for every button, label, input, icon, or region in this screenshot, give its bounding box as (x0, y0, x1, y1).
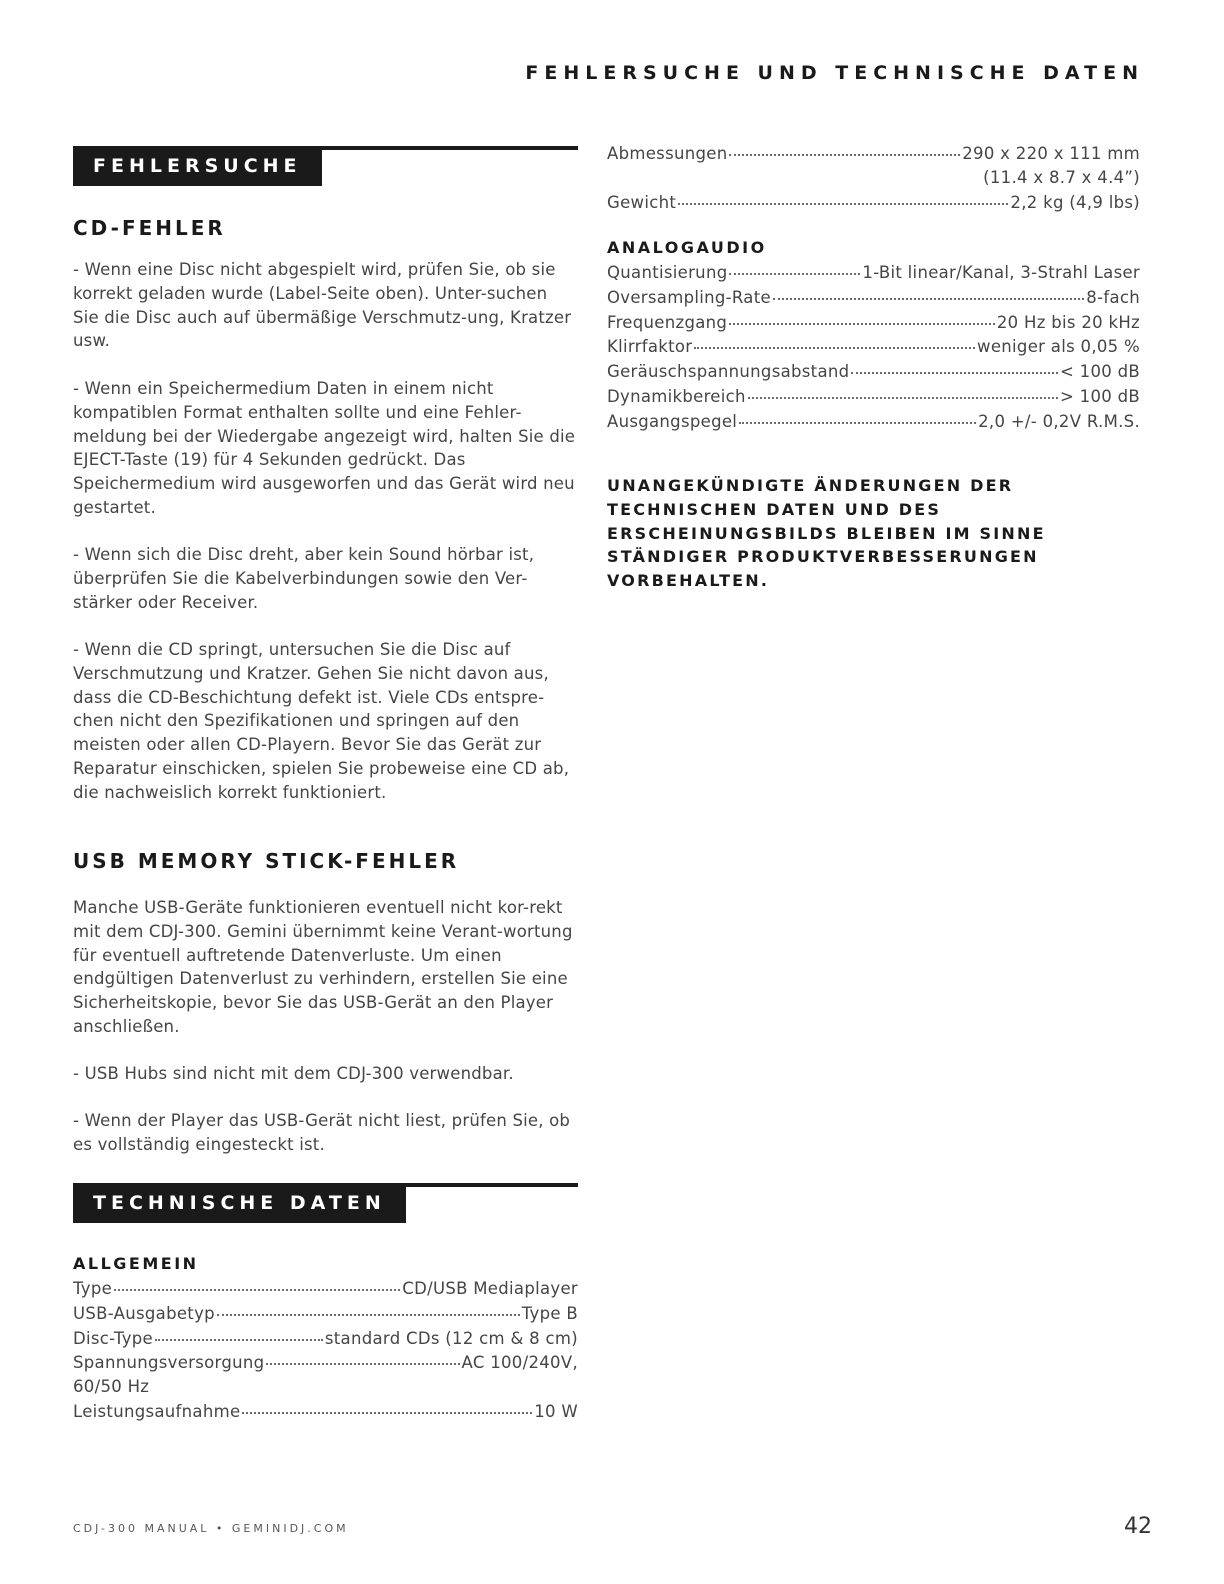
cd-error-paragraph: - Wenn sich die Disc dreht, aber kein Sound hörbar ist, überprüfen Sie die Kabelverbindungen sowie den Ver-stärker oder Receiver. (73, 545, 535, 612)
spec-value: 8-fach (1086, 287, 1140, 307)
spec-value: CD/USB Mediaplayer (402, 1279, 578, 1298)
spec-row (607, 409, 1140, 434)
spec-row (607, 141, 1140, 166)
spec-label: USB-Ausgabetyp (73, 1303, 215, 1323)
leader-dots (217, 1298, 520, 1316)
spec-continuation: (11.4 x 8.7 x 4.4”) (983, 167, 1140, 187)
analog-spec-list (607, 260, 1140, 434)
page-header-title: FEHLERSUCHE UND TECHNISCHE DATEN (525, 62, 1144, 84)
spec-value: weniger als 0,05 % (977, 337, 1140, 357)
leader-dots (729, 307, 995, 325)
analog-heading: ANALOGAUDIO (607, 238, 767, 257)
spec-value: 2,2 kg (4,9 lbs) (1010, 192, 1140, 212)
spec-value: 2,0 +/- 0,2V R.M.S. (978, 411, 1140, 431)
spec-label: Abmessungen (607, 144, 728, 163)
leader-dots (155, 1323, 323, 1341)
spec-label: Leistungsaufnahme (73, 1401, 241, 1421)
spec-row (73, 1301, 578, 1326)
leader-dots (729, 138, 960, 156)
spec-label: Gewicht (607, 192, 677, 212)
leader-dots (266, 1347, 459, 1365)
specifications-change-notice: UNANGEKÜNDIGTE ÄNDERUNGEN DER TECHNISCHEN DATEN UND DES ERSCHEINUNGSBILDS BLEIBEN IM SINNE STÄNDIGER PRODUKTVERBESSERUNGEN VORBEHALTEN. (607, 476, 1046, 591)
spec-value: < 100 dB (1059, 362, 1140, 382)
leader-dots (678, 187, 1008, 205)
spec-value: 1-Bit linear/Kanal, 3-Strahl Laser (862, 263, 1140, 282)
leader-dots (739, 406, 976, 424)
spec-label: Quantisierung (607, 263, 728, 282)
spec-value: 10 W (534, 1401, 578, 1421)
leader-dots (242, 1396, 532, 1414)
spec-value: AC 100/240V, (461, 1353, 578, 1373)
general-spec-list (73, 1276, 578, 1424)
general-heading: ALLGEMEIN (73, 1254, 199, 1273)
leader-dots (114, 1273, 400, 1291)
spec-row (73, 1399, 578, 1424)
tech-data-banner (73, 1183, 578, 1227)
leader-dots (729, 257, 860, 275)
cd-error-paragraph: - Wenn eine Disc nicht abgespielt wird, prüfen Sie, ob sie korrekt geladen wurde (Label-Seite oben). Unter-suchen Sie die Disc auch auf übermäßige Verschmutz-ung, Kratzer usw. (73, 260, 572, 351)
spec-value: Type B (521, 1303, 578, 1323)
leader-dots (748, 381, 1058, 399)
tech-data-banner-label: TECHNISCHE DATEN (73, 1183, 406, 1223)
usb-errors-heading: USB MEMORY STICK-FEHLER (73, 849, 460, 873)
leader-dots (851, 356, 1058, 374)
spec-row (607, 190, 1140, 215)
spec-value: 20 Hz bis 20 kHz (996, 312, 1140, 332)
footer-manual-label: CDJ-300 MANUAL • GEMINIDJ.COM (73, 1522, 349, 1535)
page-number: 42 (1124, 1514, 1152, 1539)
troubleshooting-banner (73, 146, 578, 190)
leader-dots (694, 331, 975, 349)
spec-label: Dynamikbereich (607, 386, 746, 406)
usb-error-paragraph: - Wenn der Player das USB-Gerät nicht liest, prüfen Sie, ob es vollständig eingesteckt ist. (73, 1111, 571, 1154)
spec-continuation: 60/50 Hz (73, 1377, 150, 1397)
cd-error-paragraph: - Wenn ein Speichermedium Daten in einem nicht kompatiblen Format enthalten sollte und eine Fehler-meldung bei der Wiedergabe angezeigt wird, halten Sie die EJECT-Taste (19) für 4 Sekunden gedrückt. Das Speichermedium wird ausgeworfen und das Gerät wird neu gestartet. (73, 379, 576, 517)
spec-label: Type (73, 1279, 113, 1298)
spec-label: Spannungsversorgung (73, 1353, 265, 1373)
spec-row (73, 1350, 578, 1375)
cd-errors-heading: CD-FEHLER (73, 216, 226, 240)
spec-value: 290 x 220 x 111 mm (962, 144, 1140, 163)
spec-label: Oversampling-Rate (607, 287, 771, 307)
spec-label: Frequenzgang (607, 312, 728, 332)
usb-error-paragraph: Manche USB-Geräte funktionieren eventuell nicht kor-rekt mit dem CDJ-300. Gemini übernimmt keine Verant-wortung für eventuell auftretende Datenverluste. Um einen endgültigen Datenverlust zu verhindern, erstellen Sie eine Sicherheitskopie, bevor Sie das USB-Gerät an den Player anschließen. (73, 898, 573, 1036)
cd-error-paragraph: - Wenn die CD springt, untersuchen Sie die Disc auf Verschmutzung und Kratzer. Gehen Sie nicht davon aus, dass die CD-Beschichtung defekt ist. Viele CDs entspre-chen nicht den Spezifikationen und springen auf den meisten oder allen CD-Playern. Bevor Sie das Gerät zur Reparatur einschicken, spielen Sie probeweise eine CD ab, die nachweislich korrekt funktioniert. (73, 640, 570, 802)
leader-dots (773, 282, 1084, 300)
spec-value: standard CDs (12 cm & 8 cm) (324, 1328, 578, 1348)
spec-label: Ausgangspegel (607, 411, 738, 431)
spec-value: > 100 dB (1059, 386, 1140, 406)
usb-error-paragraph: - USB Hubs sind nicht mit dem CDJ-300 verwendbar. (73, 1064, 514, 1083)
spec-label: Klirrfaktor (607, 337, 693, 357)
spec-label: Geräuschspannungsabstand (607, 362, 850, 382)
spec-label: Disc-Type (73, 1328, 153, 1348)
physical-spec-list (607, 141, 1140, 214)
troubleshooting-banner-label: FEHLERSUCHE (73, 146, 322, 186)
